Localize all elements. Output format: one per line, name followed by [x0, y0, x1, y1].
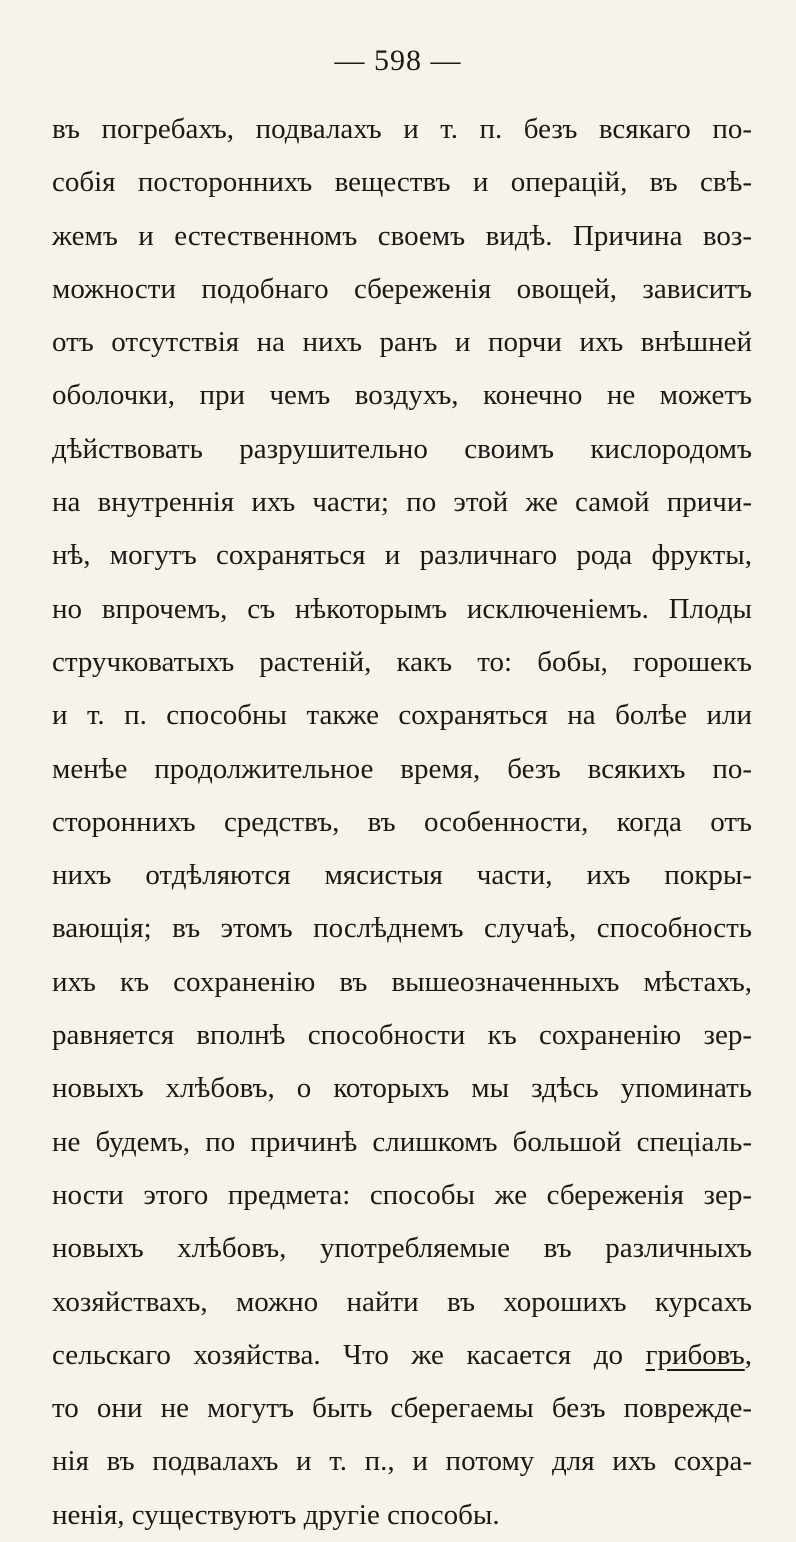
text-line: стороннихъ средствъ, въ особенности, когда отъ	[52, 805, 752, 838]
text-line: стручковатыхъ растеній, какъ то: бобы, горошекъ	[52, 645, 752, 678]
text-line: вающія; въ этомъ послѣднемъ случаѣ, способность	[52, 912, 752, 945]
text-line: нихъ отдѣляются мясистыя части, ихъ покры-	[52, 859, 752, 892]
text-line: новыхъ хлѣбовъ, употребляемые въ различныхъ	[52, 1232, 752, 1265]
text-line: хозяйствахъ, можно найти въ хорошихъ курсахъ	[52, 1285, 752, 1318]
text-line: и т. п. способны также сохраняться на болѣе или	[52, 699, 752, 732]
text-line: ненія, существуютъ другіе способы.	[52, 1498, 500, 1531]
text-line: ности этого предмета: способы же сбереженія зер-	[52, 1178, 752, 1211]
text-line: жемъ и естественномъ своемъ видѣ. Причина воз-	[52, 219, 752, 252]
text-line: менѣе продолжительное время, безъ всякихъ по-	[52, 752, 752, 785]
text-line: новыхъ хлѣбовъ, о которыхъ мы здѣсь упоминать	[52, 1072, 752, 1105]
text-line: оболочки, при чемъ воздухъ, конечно не можетъ	[52, 379, 752, 412]
underlined-word: грибовъ	[645, 1338, 745, 1371]
text-line: собія постороннихъ веществъ и операцій, въ свѣ-	[52, 166, 752, 199]
text-line: нія въ подвалахъ и т. п., и потому для ихъ сохра-	[52, 1445, 752, 1478]
text-line: въ погребахъ, подвалахъ и т. п. безъ всякаго по-	[52, 113, 752, 145]
body-text	[52, 103, 752, 1542]
text-line: ихъ къ сохраненію въ вышеозначенныхъ мѣстахъ,	[52, 965, 752, 998]
text-line: нѣ, могутъ сохраняться и различнаго рода фрукты,	[52, 539, 752, 572]
text-line: но впрочемъ, съ нѣкоторымъ исключеніемъ. Плоды	[52, 592, 752, 625]
text-line: не будемъ, по причинѣ слишкомъ большой спеціаль-	[52, 1125, 752, 1158]
text-segment: ,	[744, 1338, 752, 1371]
text-segment: сельскаго хозяйства. Что же касается до	[52, 1338, 646, 1371]
text-line-with-underline	[52, 1329, 752, 1382]
text-line: на внутреннія ихъ части; по этой же самой причи-	[52, 486, 752, 519]
text-line: отъ отсутствія на нихъ ранъ и порчи ихъ внѣшней	[52, 326, 752, 359]
page-number: — 598 —	[334, 44, 462, 77]
text-line: можности подобнаго сбереженія овощей, зависитъ	[52, 272, 752, 305]
text-line: дѣйствовать разрушительно своимъ кислородомъ	[52, 432, 752, 465]
text-line: то они не могутъ быть сберегаемы безъ поврежде-	[52, 1392, 752, 1425]
text-line: равняется вполнѣ способности къ сохраненію зер-	[52, 1019, 752, 1052]
